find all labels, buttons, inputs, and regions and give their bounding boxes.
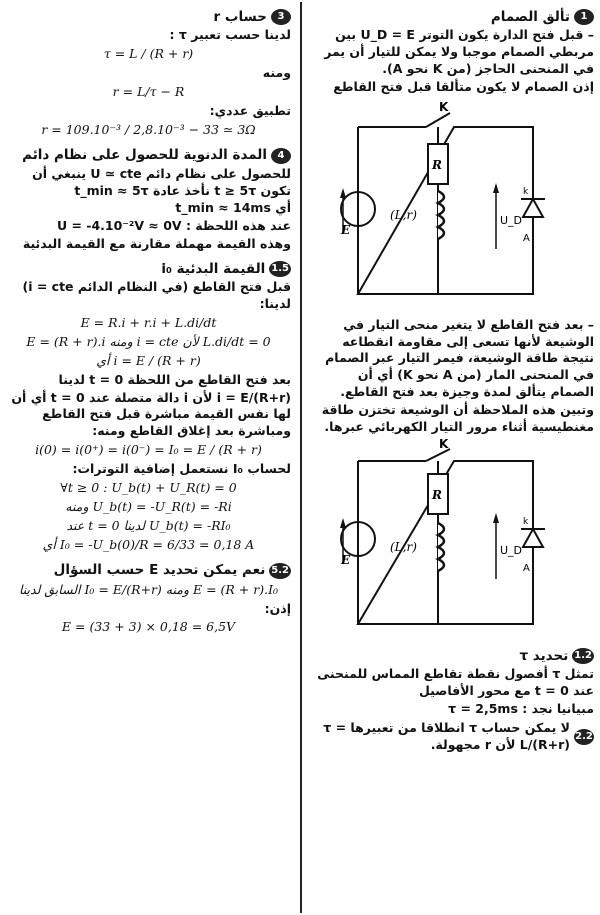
switch-label: K — [438, 438, 448, 451]
equation: أي i = E / (R + r) — [96, 352, 201, 368]
ud-label: U_D — [499, 543, 522, 557]
paragraph: قبل فتح القاطع (في النظام الدائم i = cte) لدينا: — [22, 279, 291, 312]
resistor-label: R — [431, 157, 442, 172]
section-1-5-heading — [6, 260, 291, 278]
paragraph: لحساب I₀ نستعمل إضافية التوترات: — [72, 461, 291, 477]
cathode-label: k — [522, 516, 528, 527]
equation: ومنه U_b(t) = -U_R(t) = -Ri — [65, 498, 232, 514]
section-title: نعم يمكن تحديد E حسب السؤال — [53, 562, 266, 579]
section-number-badge: 1 — [574, 9, 594, 25]
section-number-badge: 2.2 — [574, 729, 594, 745]
cathode-label: k — [522, 186, 528, 197]
equation: i(0) = i(0⁺) = i(0⁻) = I₀ = E / (R + r) — [35, 442, 262, 458]
equation: عند t = 0 لدينا U_b(t) = -RI₀ — [66, 517, 231, 533]
paragraph: وتبين هذه الملاحظة أن الوشيعة تختزن طاقة مغنطيسية أثناء مرور التيار الكهربائي عبرها. — [321, 402, 594, 434]
paragraph: لا يمكن حساب τ انطلاقا من تعبيرها τ = L/(R+r) لأن r مجهولة. — [323, 719, 570, 752]
circuit-diagram-2 — [338, 439, 568, 644]
anode-label: A — [522, 232, 530, 244]
section-2-2-heading — [311, 720, 594, 754]
equation: r = L/τ − R — [112, 83, 185, 99]
circuit-diagram-1 — [338, 99, 568, 314]
left-column — [0, 0, 299, 915]
coil-label: (L,r) — [389, 539, 417, 554]
equation: E = R.i + r.i + L.di/dt — [80, 315, 217, 331]
section-title: تحديد τ — [519, 647, 569, 664]
source-label: E — [340, 552, 350, 567]
section-number-badge: 5.2 — [269, 563, 291, 579]
paragraph: أي t_min ≈ 14ms — [175, 200, 291, 216]
paragraph: بعد فتح القاطع من اللحظة t = 0 لدينا — [58, 371, 291, 387]
paragraph: عند هذه اللحظة : U = -4.10⁻²V ≈ 0V — [56, 218, 291, 234]
paragraph: إذن الصمام لا يكون متألقا قبل فتح القاطع — [333, 78, 594, 94]
paragraph: – قبل فتح الدارة يكون التوتر U_D = E بين مربطي الصمام موجبا ولا يمكن للتيار أن يمر في المنحنى الحاجز (من K نحو A). — [324, 27, 594, 76]
equation: السابق لدينا I₀ = E/(R+r) ومنه E = (R + r).I₀ — [18, 581, 279, 597]
equation: τ = L / (R + r) — [103, 46, 194, 62]
anode-label: A — [522, 562, 530, 574]
paragraph: إذن: — [264, 600, 291, 616]
section-4-heading — [6, 146, 291, 164]
paragraph: للحصول على نظام دائم U ≃ cte ينبغي أن تكون t ≥ 5τ نأخذ عادة t_min ≈ 5τ — [32, 165, 291, 198]
paragraph: – بعد فتح القاطع لا يتغير منحى التيار في الوشيعة لأنها تسعى إلى مقاومة انقطاعه نتيجة طاقة الوشيعة، فيمر التيار عبر الصمام في المنحنى المار (من A نحو K) أي أن الصمام يتألق لمدة وجيزة بعد فتح القاطع. — [325, 316, 594, 400]
switch-label: K — [438, 99, 448, 114]
section-number-badge: 1.2 — [572, 648, 594, 664]
equation: أي I₀ = -U_b(0)/R = 6/33 = 0,18 A — [42, 536, 255, 552]
source-label: E — [340, 222, 350, 237]
paragraph: لدينا حسب تعبير τ : — [169, 27, 291, 43]
section-5-2-heading — [6, 561, 291, 579]
equation: ∀t ≥ 0 : U_b(t) + U_R(t) = 0 — [60, 479, 237, 495]
equation: E = (R + r).i ومنه i = cte لأن L.di/dt = 0 — [26, 333, 271, 349]
column-divider — [300, 2, 302, 913]
equation: r = 109.10⁻³ / 2,8.10⁻³ − 33 ≃ 3Ω — [41, 121, 256, 137]
ud-label: U_D — [499, 213, 522, 227]
coil-label: (L,r) — [389, 207, 417, 222]
section-number-badge: 1.5 — [269, 261, 291, 277]
paragraph: ومنه — [262, 64, 291, 80]
section-number-badge: 3 — [271, 9, 291, 25]
section-1-heading — [311, 8, 594, 26]
right-column — [303, 0, 600, 915]
paragraph: i = E/(R+r) لأن i دالة متصلة عند t = 0 أي أن لها نفس القيمة مباشرة قبل فتح القاطع ومباشرة بعد إغلاق القاطع ومنه: — [11, 389, 291, 439]
section-1-2-heading — [311, 647, 594, 665]
section-title: القيمة البدئية i₀ — [161, 261, 266, 278]
section-3-heading — [6, 8, 291, 26]
paragraph: تطبيق عددي: — [209, 102, 291, 118]
paragraph: وهذه القيمة مهملة مقارنة مع القيمة البدئية — [22, 236, 291, 252]
paragraph: مبيانيا نجد : τ = 2,5ms — [448, 700, 594, 716]
section-title: تألق الصمام — [490, 9, 570, 25]
equation: E = (33 + 3) × 0,18 = 6,5V — [61, 619, 236, 635]
section-title: حساب r — [213, 9, 267, 25]
paragraph: تمثل τ أفصول نقطة تقاطع المماس للمنحنى عند t = 0 مع محور الأفاصيل — [317, 666, 594, 698]
section-title: المدة الدنوية للحصول على نظام دائم — [22, 147, 267, 164]
section-number-badge: 4 — [271, 148, 291, 164]
resistor-label: R — [431, 487, 442, 502]
